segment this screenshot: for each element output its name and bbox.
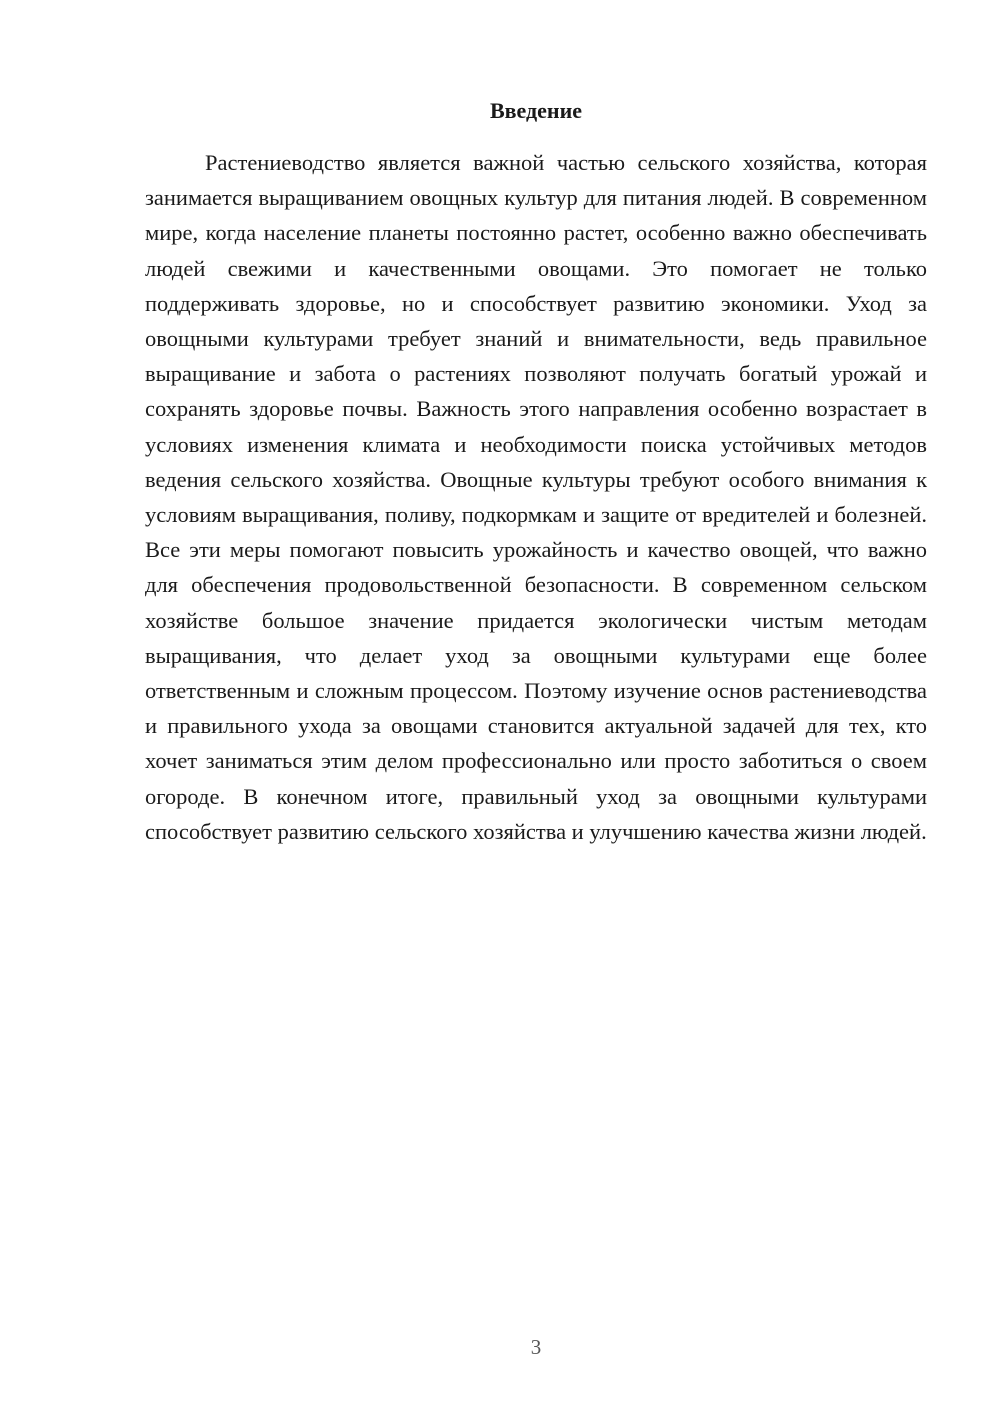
section-heading: Введение	[489, 98, 583, 123]
body-paragraph: Растениеводство является важной частью сельского хозяйства, которая занимается выращиванием овощных культур для питания людей. В современном мире, когда население планеты постоянно растет, особенно важно обеспечивать людей свежими и качественными овощами. Это помогает не только поддерживать здоровье, но и способствует развитию экономики. Уход за овощными культурами требует знаний и внимательности, ведь правильное выращивание и забота о растениях позволяют получать богатый урожай и сохранять здоровье почвы. Важность этого направления особенно возрастает в условиях изменения климата и необходимости поиска устойчивых методов ведения сельского хозяйства. Овощные культуры требуют особого внимания к условиям выращивания, поливу, подкормкам и защите от вредителей и болезней. Все эти меры помогают повысить урожайность и качество овощей, что важно для обеспечения продовольственной безопасности. В современном сельском хозяйстве большое значение придается экологически чистым методам выращивания, что делает уход за овощными культурами еще более ответственным и сложным процессом. Поэтому изучение основ растениеводства и правильного ухода за овощами становится актуальной задачей для тех, кто хочет заниматься этим делом профессионально или просто заботиться о своем огороде. В конечном итоге, правильный уход за овощными культурами способствует развитию сельского хозяйства и улучшению качества жизни людей.	[145, 150, 927, 844]
page-number: 3	[530, 1335, 542, 1359]
